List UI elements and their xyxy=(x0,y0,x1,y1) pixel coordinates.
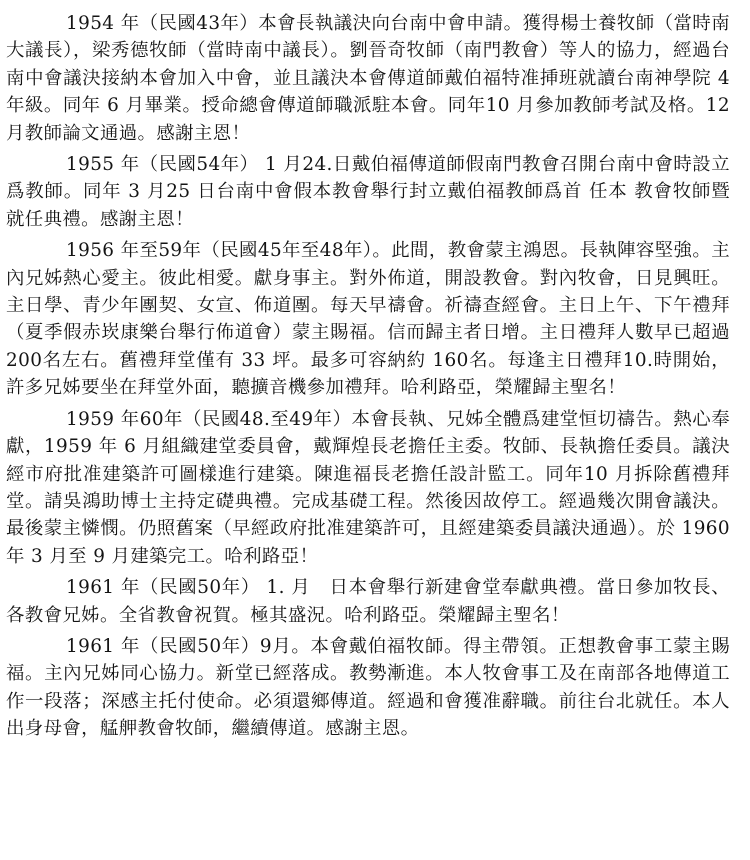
paragraph-1956: 1956 年至59年（民國45年至48年）。此間，教會蒙主鴻恩。長執陣容堅強。主內兄姊熱心愛主。彼此相愛。獻身事主。對外佈道，開設教會。對內牧會，日見興旺。主日學、青少年團契、女宣、佈道團。每天早禱會。祈禱查經會。主日上午、下午禮拜（夏季假赤崁康樂台舉行佈道會）蒙主賜福。信而歸主者日增。主日禮拜人數早已超過 200名左右。舊禮拜堂僅有 33 坪。最多可容納約 160名。每逢主日禮拜10.時開始，許多兄姊要坐在拜堂外面，聽擴音機參加禮拜。哈利路亞，榮耀歸主聖名！ xyxy=(6,240,730,399)
paragraph-1961-september: 1961 年（民國50年）9月。本會戴伯福牧師。得主帶領。正想教會事工蒙主賜福。主內兄姊同心協力。新堂已經落成。教勢漸進。本人牧會事工及在南部各地傳道工作一段落；深感主托付使命。必須還鄉傳道。經過和會獲准辭職。前往台北就任。本人出身母會，艋舺教會牧師，繼續傳道。感謝主恩。 xyxy=(6,635,730,740)
paragraph-1961-january: 1961 年（民國50年） 1. 月 日本會舉行新建會堂奉獻典禮。當日參加牧長、各教會兄姊。全省教會祝賀。極其盛況。哈利路亞。榮耀歸主聖名！ xyxy=(6,577,730,626)
paragraph-1954: 1954 年（民國43年）本會長執議決向台南中會申請。獲得楊士養牧師（當時南大議長），梁秀德牧師（當時南中議長）。劉晉奇牧師（南門教會）等人的協力，經過台南中會議決接納本會加入中會，並且議決本會傳道師戴伯福特准挿班就讀台南神學院 4 年級。同年 6 月畢業。授命總會傳道師職派駐本會。同年10 月參加教師考試及格。12 月教師論文通過。感謝主恩！ xyxy=(6,13,730,144)
paragraph-1955: 1955 年（民國54年） 1 月24.日戴伯福傳道師假南門教會召開台南中會時設立爲教師。同年 3 月25 日台南中會假本教會舉行封立戴伯福教師爲首 任本 教會牧師暨就任典禮。感謝主恩！ xyxy=(6,154,730,230)
paragraph-1959: 1959 年60年（民國48.至49年）本會長執、兄姊全體爲建堂恒切禱告。熱心奉獻，1959 年 6 月組織建堂委員會，戴輝煌長老擔任主委。牧師、長執擔任委員。議決經市府批准建築許可圖樣進行建築。陳進福長老擔任設計監工。同年10 月拆除舊禮拜堂。請吳鴻助博士主持定礎典禮。完成基礎工程。然後因故停工。經過幾次開會議決。最後蒙主憐憫。仍照舊案（早經政府批准建築許可，且經建築委員議決通過）。於 1960 年 3 月至 9 月建築完工。哈利路亞！ xyxy=(6,408,730,567)
